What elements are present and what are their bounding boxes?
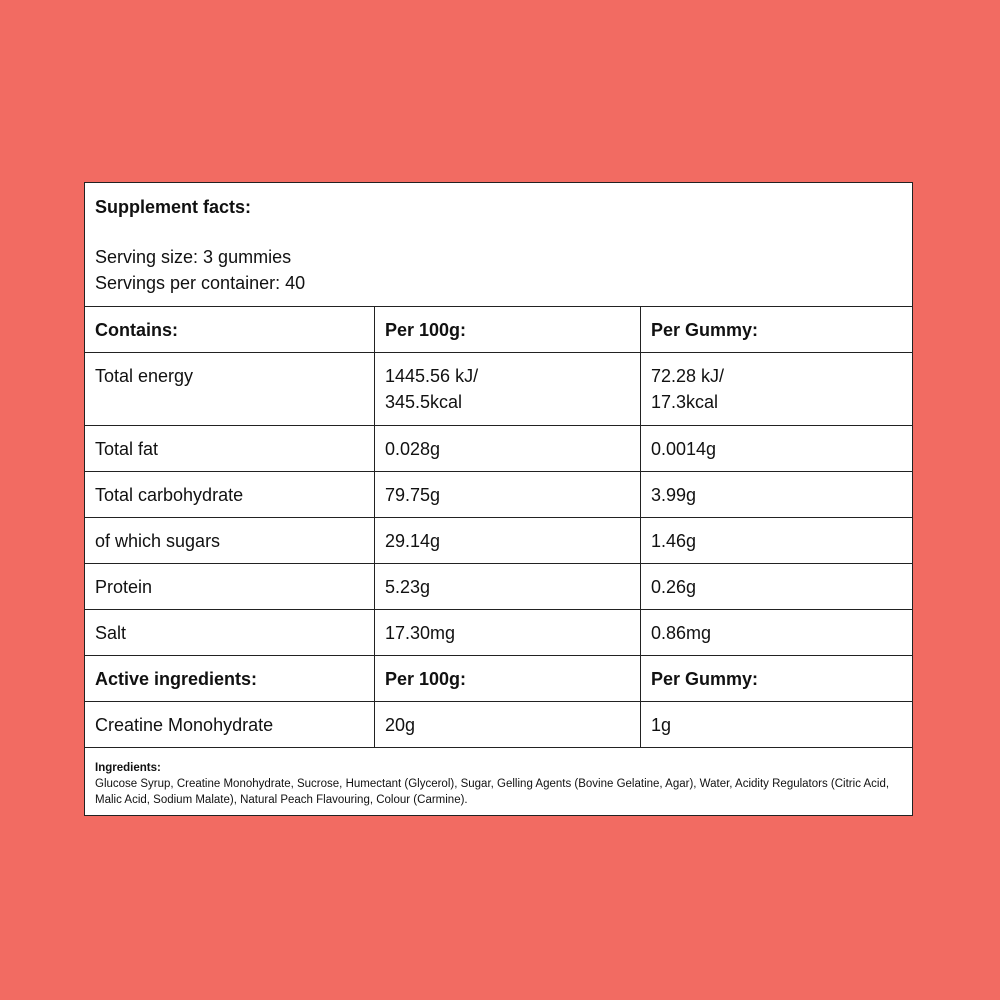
- ingredients-list: Glucose Syrup, Creatine Monohydrate, Sucrose, Humectant (Glycerol), Sugar, Gelling Agents (Bovine Gelatine, Agar), Water, Acidity Regulators (Citric Acid, Malic Acid, Sodium Malate), Natural Peach Flavouring, Colour (Carmine).: [95, 778, 890, 806]
- table-row: [85, 564, 912, 610]
- column-header-per-100g: Per 100g:: [375, 307, 641, 352]
- nutrient-per-gummy: 3.99g: [651, 485, 697, 505]
- table-row: [85, 426, 912, 472]
- servings-per-container: Servings per container: 40: [95, 273, 306, 293]
- nutrient-per-100g: 29.14g: [375, 518, 641, 563]
- column-header-active-ingredients: Active ingredients:: [85, 656, 375, 701]
- value-line: 1445.56 kJ/: [385, 366, 479, 386]
- nutrition-header-row: [85, 307, 912, 353]
- value-line: 345.5kcal: [385, 392, 463, 412]
- active-header-row: [85, 656, 912, 702]
- nutrient-name: Total fat: [85, 426, 375, 471]
- nutrient-per-gummy: 0.0014g: [651, 439, 717, 459]
- nutrient-name: of which sugars: [85, 518, 375, 563]
- nutrient-per-gummy: 1.46g: [651, 531, 697, 551]
- nutrient-per-gummy: 0.86mg: [651, 623, 712, 643]
- column-header-per-gummy: Per Gummy:: [651, 669, 759, 689]
- column-header-per-gummy: Per Gummy:: [651, 320, 759, 340]
- nutrient-name: Salt: [85, 610, 375, 655]
- value-line: 17.3kcal: [651, 392, 719, 412]
- table-row: [85, 702, 912, 748]
- table-row: [85, 518, 912, 564]
- column-header-per-100g: Per 100g:: [375, 656, 641, 701]
- table-row: [85, 610, 912, 656]
- nutrient-per-gummy: 0.26g: [651, 577, 697, 597]
- nutrient-name: Protein: [85, 564, 375, 609]
- nutrient-per-100g: 5.23g: [375, 564, 641, 609]
- value-line: 72.28 kJ/: [651, 366, 725, 386]
- table-row: [85, 353, 912, 426]
- nutrient-per-100g: 79.75g: [375, 472, 641, 517]
- active-per-100g: 20g: [375, 702, 641, 747]
- nutrient-per-100g: 0.028g: [375, 426, 641, 471]
- nutrient-name: Total carbohydrate: [85, 472, 375, 517]
- supplement-facts-panel: [84, 182, 913, 816]
- active-ingredient-name: Creatine Monohydrate: [85, 702, 375, 747]
- nutrient-per-100g: 17.30mg: [375, 610, 641, 655]
- active-per-gummy: 1g: [651, 715, 672, 735]
- column-header-contains: Contains:: [85, 307, 375, 352]
- nutrient-name: Total energy: [85, 353, 375, 425]
- nutrient-per-gummy: [641, 353, 914, 425]
- ingredients-title: Ingredients:: [95, 762, 161, 774]
- table-row: [85, 472, 912, 518]
- nutrient-per-100g: [375, 353, 641, 425]
- facts-header: [85, 183, 912, 307]
- serving-size: Serving size: 3 gummies: [95, 247, 292, 267]
- facts-title: Supplement facts:: [95, 197, 252, 217]
- ingredients-section: [85, 748, 912, 808]
